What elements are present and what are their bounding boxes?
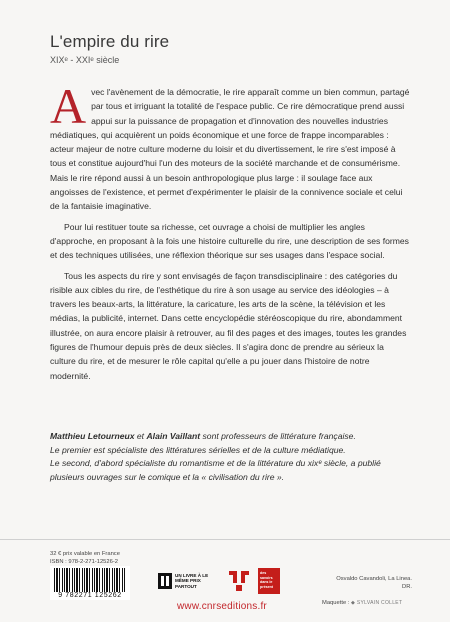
image-credit <box>336 575 412 591</box>
image-credit-line-2: DR. <box>402 584 412 590</box>
designer-name: SYLVAIN COLLET <box>356 600 403 606</box>
publisher-website-link[interactable]: www.cnrseditions.fr <box>177 601 267 612</box>
author-bio-line-1 <box>50 430 410 444</box>
collection-logo-text: des savoirs dans le présent <box>260 571 273 589</box>
author-bio <box>50 430 410 484</box>
barcode <box>50 566 130 600</box>
price-block <box>50 550 120 566</box>
collection-logo <box>258 568 280 594</box>
book-price-icon <box>158 573 172 589</box>
barcode-number: 9 782271 125262 <box>58 592 122 599</box>
blurb-paragraph-3: Tous les aspects du rire y sont envisagés de façon transdisciplinaire : des catégories du risible aux cibles du rire, de l'esthétique du rire à son usage au service des idéologies – à travers les beaux-arts, la littérature, la caricature, les arts de la scène, la télévision et les médias, la publicité, internet. Dans cette encyclopédie stéréoscopique du rire, abondamment illustrée, on aura encore plaisir à retrouver, au fil des pages et des images, toutes les grandes figures de l'humour depuis près de deux siècles. Il s'agira donc de prendre au sérieux la culture du rire, et de mesurer le rôle capital qu'elle a pu jouer dans l'histoire de notre modernité. <box>50 270 407 381</box>
drop-cap: A <box>50 78 87 134</box>
author-bio-line-3: Le second, d'abord spécialiste du romantisme et de la littérature du xixᵉ siècle, a publié plusieurs ouvrages sur le comique et la « civilisation du rire ». <box>50 458 381 482</box>
author-connector: et <box>134 431 147 441</box>
blurb-paragraph-2: Pour lui restituer toute sa richesse, cet ouvrage a choisi de multiplier les angles d'approche, en proposant à la fois une histoire culturelle du rire, une description de ses formes et des techniques utilisées, une réflexion théorique sur ses usages dans l'espace social. <box>50 221 409 261</box>
sylvain-collet-logo-icon: ◆ <box>351 600 357 606</box>
price-text: 32 € prix valable en France <box>50 551 120 557</box>
author-bio-line-1-rest: sont professeurs de littérature française. <box>200 431 356 441</box>
design-credit <box>322 599 402 607</box>
blurb <box>50 78 410 389</box>
blurb-paragraph-1 <box>50 78 410 214</box>
image-credit-line-1: Osvaldo Cavandoli, La Linea. <box>336 576 412 582</box>
author-name-1: Matthieu Letourneux <box>50 431 135 441</box>
title-block <box>50 32 169 66</box>
blurb-paragraph-1-text: vec l'avènement de la démocratie, le rire apparaît comme un bien commun, partagé par tous et irriguant la totalité de l'espace public. Ce rire démocratique prend aussi appui sur la puissance de propagation et d'innovation des nouvelles industries médiatiques, qui acquièrent un poids économique et une force de frappe incomparables : acteur majeur de notre culture moderne du loisir et du divertissement, le rire s'est imposé à tous et constitue aujourd'hui l'un des moteurs de la société marchande et de consumérisme. Mais le rire répond aussi à un besoin anthropologique plus large : il soulage face aux angoisses de l'existence, et permet d'expérimenter le plaisir de la connivence sociale et celui de la fantaisie imaginative. <box>50 87 410 212</box>
prix-unique-text: UN LIVRE À LE MÊME PRIX PARTOUT <box>175 573 209 589</box>
author-bio-line-2: Le premier est spécialiste des littératures sérielles et de la culture médiatique. <box>50 444 346 455</box>
barcode-bars <box>54 568 126 592</box>
book-subtitle: XIXᵉ - XXIᵉ siècle <box>50 55 120 65</box>
book-title: L'empire du rire <box>50 32 170 51</box>
isbn-text: ISBN : 978-2-271-12526-2 <box>50 559 118 565</box>
author-name-2: Alain Vaillant <box>146 431 201 441</box>
cnrs-editions-logo-icon <box>226 569 252 593</box>
prix-unique-logo <box>158 572 216 590</box>
design-credit-label: Maquette : <box>322 600 350 606</box>
